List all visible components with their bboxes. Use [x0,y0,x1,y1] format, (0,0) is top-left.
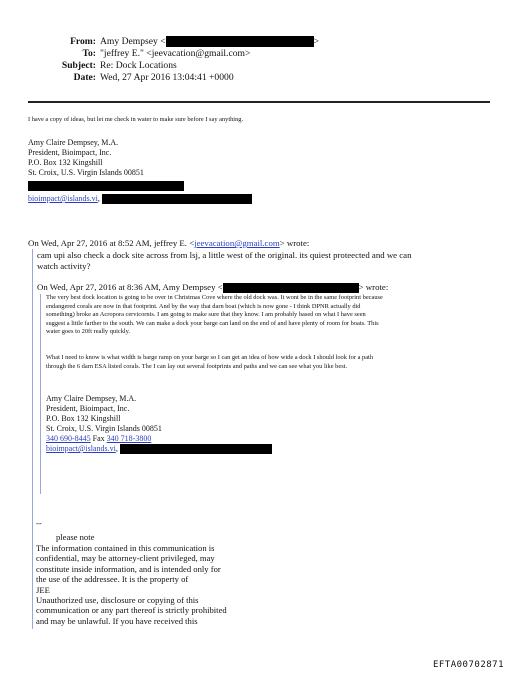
to-label: To: [82,48,96,59]
quote2-line: endangered corals are now in that footprint. And by the way that darn boat (which is now gone - I think DPNR actually did [46,302,361,310]
to-value: "jeffrey E." <jeevacation@gmail.com> [100,48,251,59]
quote2-intro-post: > wrote: [358,282,389,292]
quote2-line: water goes to 20ft really quickly. [46,328,131,336]
quote2-line: something) broke an Acropora cervicornis. I am going to make sure that they know. I am probably based on what I have seen [46,311,366,319]
disclaimer [36,543,227,626]
sig-line: President, Bioimpact, Inc. [28,148,112,157]
subject-value: Re: Dock Locations [100,60,177,71]
sig-dash: -- [36,518,42,528]
reply-signature [28,138,144,178]
quote2-email-row [46,444,272,454]
quote2-line: suggest a little farther to the south. We can make a dock your barge can land on the end of and have plenty of room for boats. This [46,319,379,327]
date-value: Wed, 27 Apr 2016 13:04:41 +0000 [100,72,234,83]
quote2-bar [40,294,41,494]
from-value: Amy Dempsey < [100,36,166,47]
disclaimer-line: Unauthorized use, disclosure or copying of this [36,595,199,606]
phone-link[interactable]: 340 690-8445 [46,434,91,443]
disclaimer-line: The information contained in this communication is [36,543,215,553]
email-sep: , [97,194,100,203]
quote1-intro-post: > wrote: [279,238,310,248]
phone-row [46,434,272,444]
header-divider [28,101,490,103]
sig-line: St. Croix, U.S. Virgin Islands 00851 [28,168,144,177]
quote2-paragraph-1 [46,294,383,337]
sig-line: President, Bioimpact, Inc. [46,404,130,413]
quote2-intro-pre: On Wed, Apr 27, 2016 at 8:36 AM, Amy Dempsey < [37,282,223,292]
disclaimer-line: JEE [36,584,50,595]
disclaimer-line: the use of the addressee. It is the property of [36,574,189,585]
sig-line: P.O. Box 132 Kingshill [46,414,121,423]
quote1-intro-pre: On Wed, Apr 27, 2016 at 8:52 AM, jeffrey E. < [28,238,195,248]
disclaimer-line: and may be unlawful. If you have received this [36,615,198,626]
redaction-box [28,181,184,191]
from-label: From: [70,36,96,47]
date-label: Date: [73,72,96,83]
quote1-line: cam upi also check a dock site across from lsj, a little west of the original. its quiest proteected and we can [37,250,412,260]
reply-email-row [28,194,252,204]
quote1-body [37,250,411,273]
sig-line: St. Croix, U.S. Virgin Islands 00851 [46,424,162,433]
quote1-email-link[interactable]: jeevacation@gmail.com [194,238,280,248]
date-row [0,72,234,84]
quote2-signature [46,394,272,454]
redaction-box [166,36,314,47]
email-sep: , [115,444,118,453]
sig-line: Amy Claire Dempsey, M.A. [46,394,137,403]
quote1-line: watch activity? [37,261,91,272]
reply-email-link[interactable]: bioimpact@islands.vi [28,194,98,203]
bates-number: EFTA00702871 [432,660,504,670]
quote2-line: What I need to know is what width is barge ramp on your barge so I can get an idea of how wide a dock I should look for a path [46,354,374,361]
disclaimer-line: confidential, may be attorney-client privileged, may [36,553,215,564]
from-end: > [313,36,320,47]
quote2-line: The very best dock location is going to be over in Christmas Cove where the old dock was. It wont be in the same footprint because [46,294,383,301]
sig-line: Amy Claire Dempsey, M.A. [28,138,119,147]
redaction-box [120,444,272,454]
disclaimer-line: communication or any part thereof is strictly prohibited [36,605,227,616]
fax-link[interactable]: 340 718-3800 [106,434,152,443]
quote2-email-link[interactable]: bioimpact@islands.vi [46,444,116,453]
quote2-line: through the 6 darn ESA listed corals. The I can lay out several footprints and paths and we can see what you like best. [46,362,348,370]
from-row [0,36,319,48]
quote2-paragraph-2 [46,354,373,371]
quote1-bar [32,249,33,629]
to-row [0,48,250,60]
fax-label: Fax [90,434,107,443]
please-note: please note [56,532,95,542]
subject-row [0,60,177,72]
subject-label: Subject: [61,60,96,71]
redaction-box [102,194,252,204]
quote2-intro [37,282,388,293]
reply-body: I have a copy of ideas, but let me check in water to make sure before I say anything. [28,116,244,123]
disclaimer-line: constitute inside information, and is intended only for [36,563,221,574]
redaction-box [223,283,359,293]
quote1-intro [28,238,309,249]
sig-line: P.O. Box 132 Kingshill [28,158,103,167]
